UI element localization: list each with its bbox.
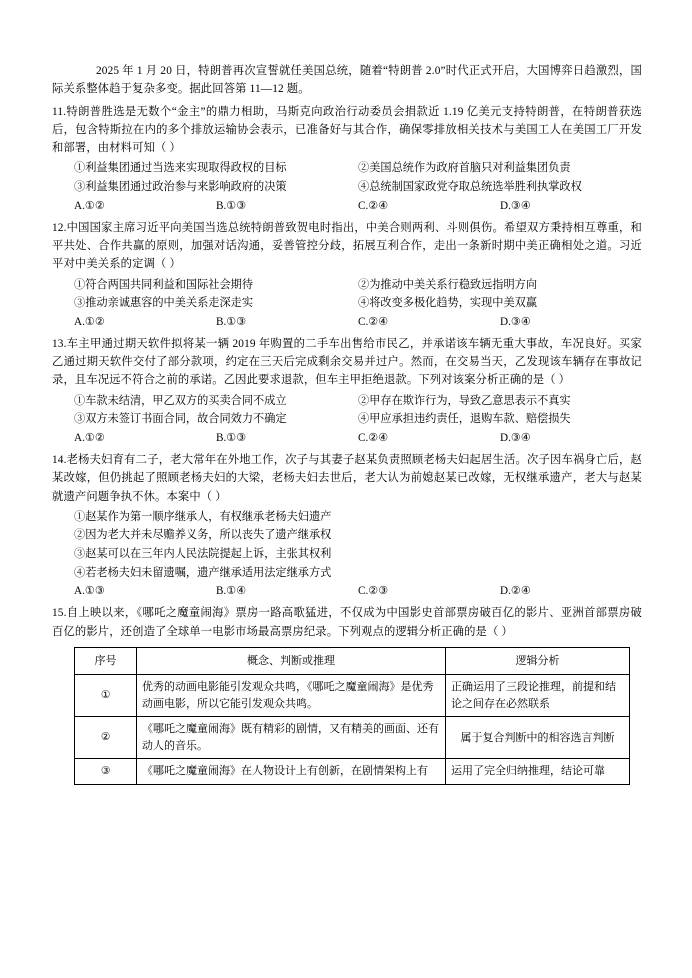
- option-item: ①利益集团通过当选来实现取得政权的目标: [74, 162, 287, 175]
- option-item: ④将改变多极化趋势，实现中美双赢: [358, 297, 538, 310]
- table-cell-number: ①: [75, 675, 137, 717]
- option-item: ②为推动中美关系行稳致远指明方向: [358, 278, 538, 291]
- question-12-answers: [74, 313, 642, 332]
- option-item: ③双方未签订书面合同，故合同效力不确定: [74, 413, 287, 426]
- option-item: ④若老杨夫妇未留遗嘱，遗产继承适用法定继承方式: [74, 566, 332, 579]
- answer-choice: A.①②: [74, 431, 105, 444]
- question-13-options: [74, 392, 642, 429]
- answer-choice: D.③④: [500, 315, 531, 328]
- answer-choice: B.①③: [216, 315, 247, 328]
- answer-choice: D.②④: [500, 585, 531, 598]
- answer-choice: C.②④: [358, 199, 389, 212]
- option-item: ④甲应承担违约责任，退购车款、赔偿损失: [358, 413, 571, 426]
- table-header-cell: 概念、判断或推理: [136, 647, 445, 675]
- logic-analysis-table: [74, 647, 630, 785]
- option-row: [74, 392, 642, 411]
- answer-choice: B.①③: [216, 199, 247, 212]
- intro-paragraph: 2025 年 1 月 20 日，特朗普再次宣誓就任美国总统，随着“特朗普 2.0”时代正式开启，大国博弈日趋激烈，国际关系整体趋于复杂多变。据此回答第 11—12 题。: [52, 65, 642, 96]
- option-item: ③利益集团通过政治参与来影响政府的决策: [74, 181, 287, 194]
- answer-choice: D.③④: [500, 431, 531, 444]
- answer-choice: A.①②: [74, 315, 105, 328]
- table-cell-analysis: 属于复合判断中的相容选言判断: [445, 717, 629, 759]
- table-cell-analysis: 运用了完全归纳推理，结论可靠: [445, 759, 629, 785]
- question-13-answers: [74, 429, 642, 448]
- table-header-row: [75, 647, 630, 675]
- answer-choice: B.①③: [216, 431, 247, 444]
- option-item: ③赵某可以在三年内人民法院提起上诉，主张其权利: [74, 548, 332, 560]
- option-row: [74, 178, 642, 197]
- document-content: [52, 62, 642, 785]
- table-cell-analysis: 正确运用了三段论推理，前提和结论之间存在必然联系: [445, 675, 629, 717]
- table-cell-number: ②: [75, 717, 137, 759]
- option-item: ②甲存在欺诈行为，导致乙意思表示不真实: [358, 394, 571, 407]
- answer-choice: A.①③: [74, 585, 105, 598]
- table-row: [75, 759, 630, 785]
- table-row: [75, 675, 630, 717]
- answer-choice: D.③④: [500, 199, 531, 212]
- question-14-stem: 14.老杨夫妇育有二子，老大常年在外地工作，次子与其妻子赵某负责照顾老杨夫妇起居生活。次子因车祸身亡后，赵某改嫁，但仍挑起了照顾老杨夫妇的大梁，老杨夫妇去世后，老大认为前媳赵某已改嫁，无权继承遗产，老大与赵某就遗产问题争执不休。本案中（ ）: [52, 453, 642, 503]
- table-header-cell: 逻辑分析: [445, 647, 629, 675]
- question-12-options: [74, 276, 642, 313]
- option-item: ①车款未结清，甲乙双方的买卖合同不成立: [74, 394, 287, 407]
- table-cell-concept: 《哪吒之魔童闹海》既有精彩的剧情，又有精美的画面、还有动人的音乐。: [136, 717, 445, 759]
- option-item: ①符合两国共同利益和国际社会期待: [74, 278, 254, 291]
- question-12-stem: 12.中国国家主席习近平向美国当选总统特朗普致贺电时指出，中美合则两利、斗则俱伤。希望双方秉持相互尊重，和平共处、合作共赢的原则，加强对话沟通，妥善管控分歧，拓展互利合作，走出一条新时期中美正确相处之道。习近平对中美关系的定调（ ）: [52, 221, 642, 271]
- option-row: [74, 410, 642, 429]
- option-item: ③推动亲诚惠容的中美关系走深走实: [74, 297, 254, 310]
- question-14-answers: [74, 582, 642, 601]
- answer-choice: C.②④: [358, 431, 389, 444]
- option-item: ①赵某作为第一顺序继承人，有权继承老杨夫妇遗产: [74, 510, 332, 523]
- option-item: ②美国总统作为政府首脑只对利益集团负责: [358, 162, 571, 175]
- question-11-stem: 11.特朗普胜选是无数个“金主”的鼎力相助，马斯克向政治行动委员会捐款近 1.19 亿美元支持特朗普，在特朗普获选后，包含特斯拉在内的多个排放运输协会表示，已准备好与其合作，确保零排放相关技术与美国工人在美国工厂开发和部署，由材料可知（ ）: [52, 105, 642, 155]
- option-row: [74, 159, 642, 178]
- option-item: ②因为老大并未尽赡养义务，所以丧失了遗产继承权: [74, 529, 332, 542]
- question-13-stem: 13.车主甲通过期天软件拟将某一辆 2019 年购置的二手车出售给市民乙，并承诺该车辆无重大事故，车况良好。买家乙通过期天软件交付了部分款项，约定在三天后完成剩余交易并过户。然而，在交易当天，乙发现该车辆存在事故记录，且车况远不符合之前的承诺。乙因此要求退款，但车主甲拒绝退款。下列对该案分析正确的是（ ）: [52, 337, 642, 387]
- table-cell-concept: 优秀的动画电影能引发观众共鸣，《哪吒之魔童闹海》是优秀动画电影，所以它能引发观众共鸣。: [136, 675, 445, 717]
- table-row: [75, 717, 630, 759]
- question-11-options: [74, 159, 642, 196]
- question-14-options: [74, 508, 642, 582]
- table-cell-number: ③: [75, 759, 137, 785]
- answer-choice: A.①②: [74, 199, 105, 212]
- answer-choice: C.②③: [358, 585, 389, 598]
- question-11-answers: [74, 197, 642, 216]
- table-header-cell: 序号: [75, 647, 137, 675]
- table-cell-concept: 《哪吒之魔童闹海》在人物设计上有创新，在剧情架构上有: [136, 759, 445, 785]
- answer-choice: B.①④: [216, 585, 247, 598]
- option-item: ④总统制国家政党夺取总统选举胜利执掌政权: [358, 181, 582, 194]
- question-15-stem: 15.自上映以来，《哪吒之魔童闹海》票房一路高歌猛进，不仅成为中国影史首部票房破百亿的影片、亚洲首部票房破百亿的影片，还创造了全球单一电影市场最高票房纪录。下列观点的逻辑分析正确的是（ ）: [52, 607, 642, 638]
- option-row: [74, 294, 642, 313]
- answer-choice: C.②④: [358, 315, 389, 328]
- option-row: [74, 276, 642, 295]
